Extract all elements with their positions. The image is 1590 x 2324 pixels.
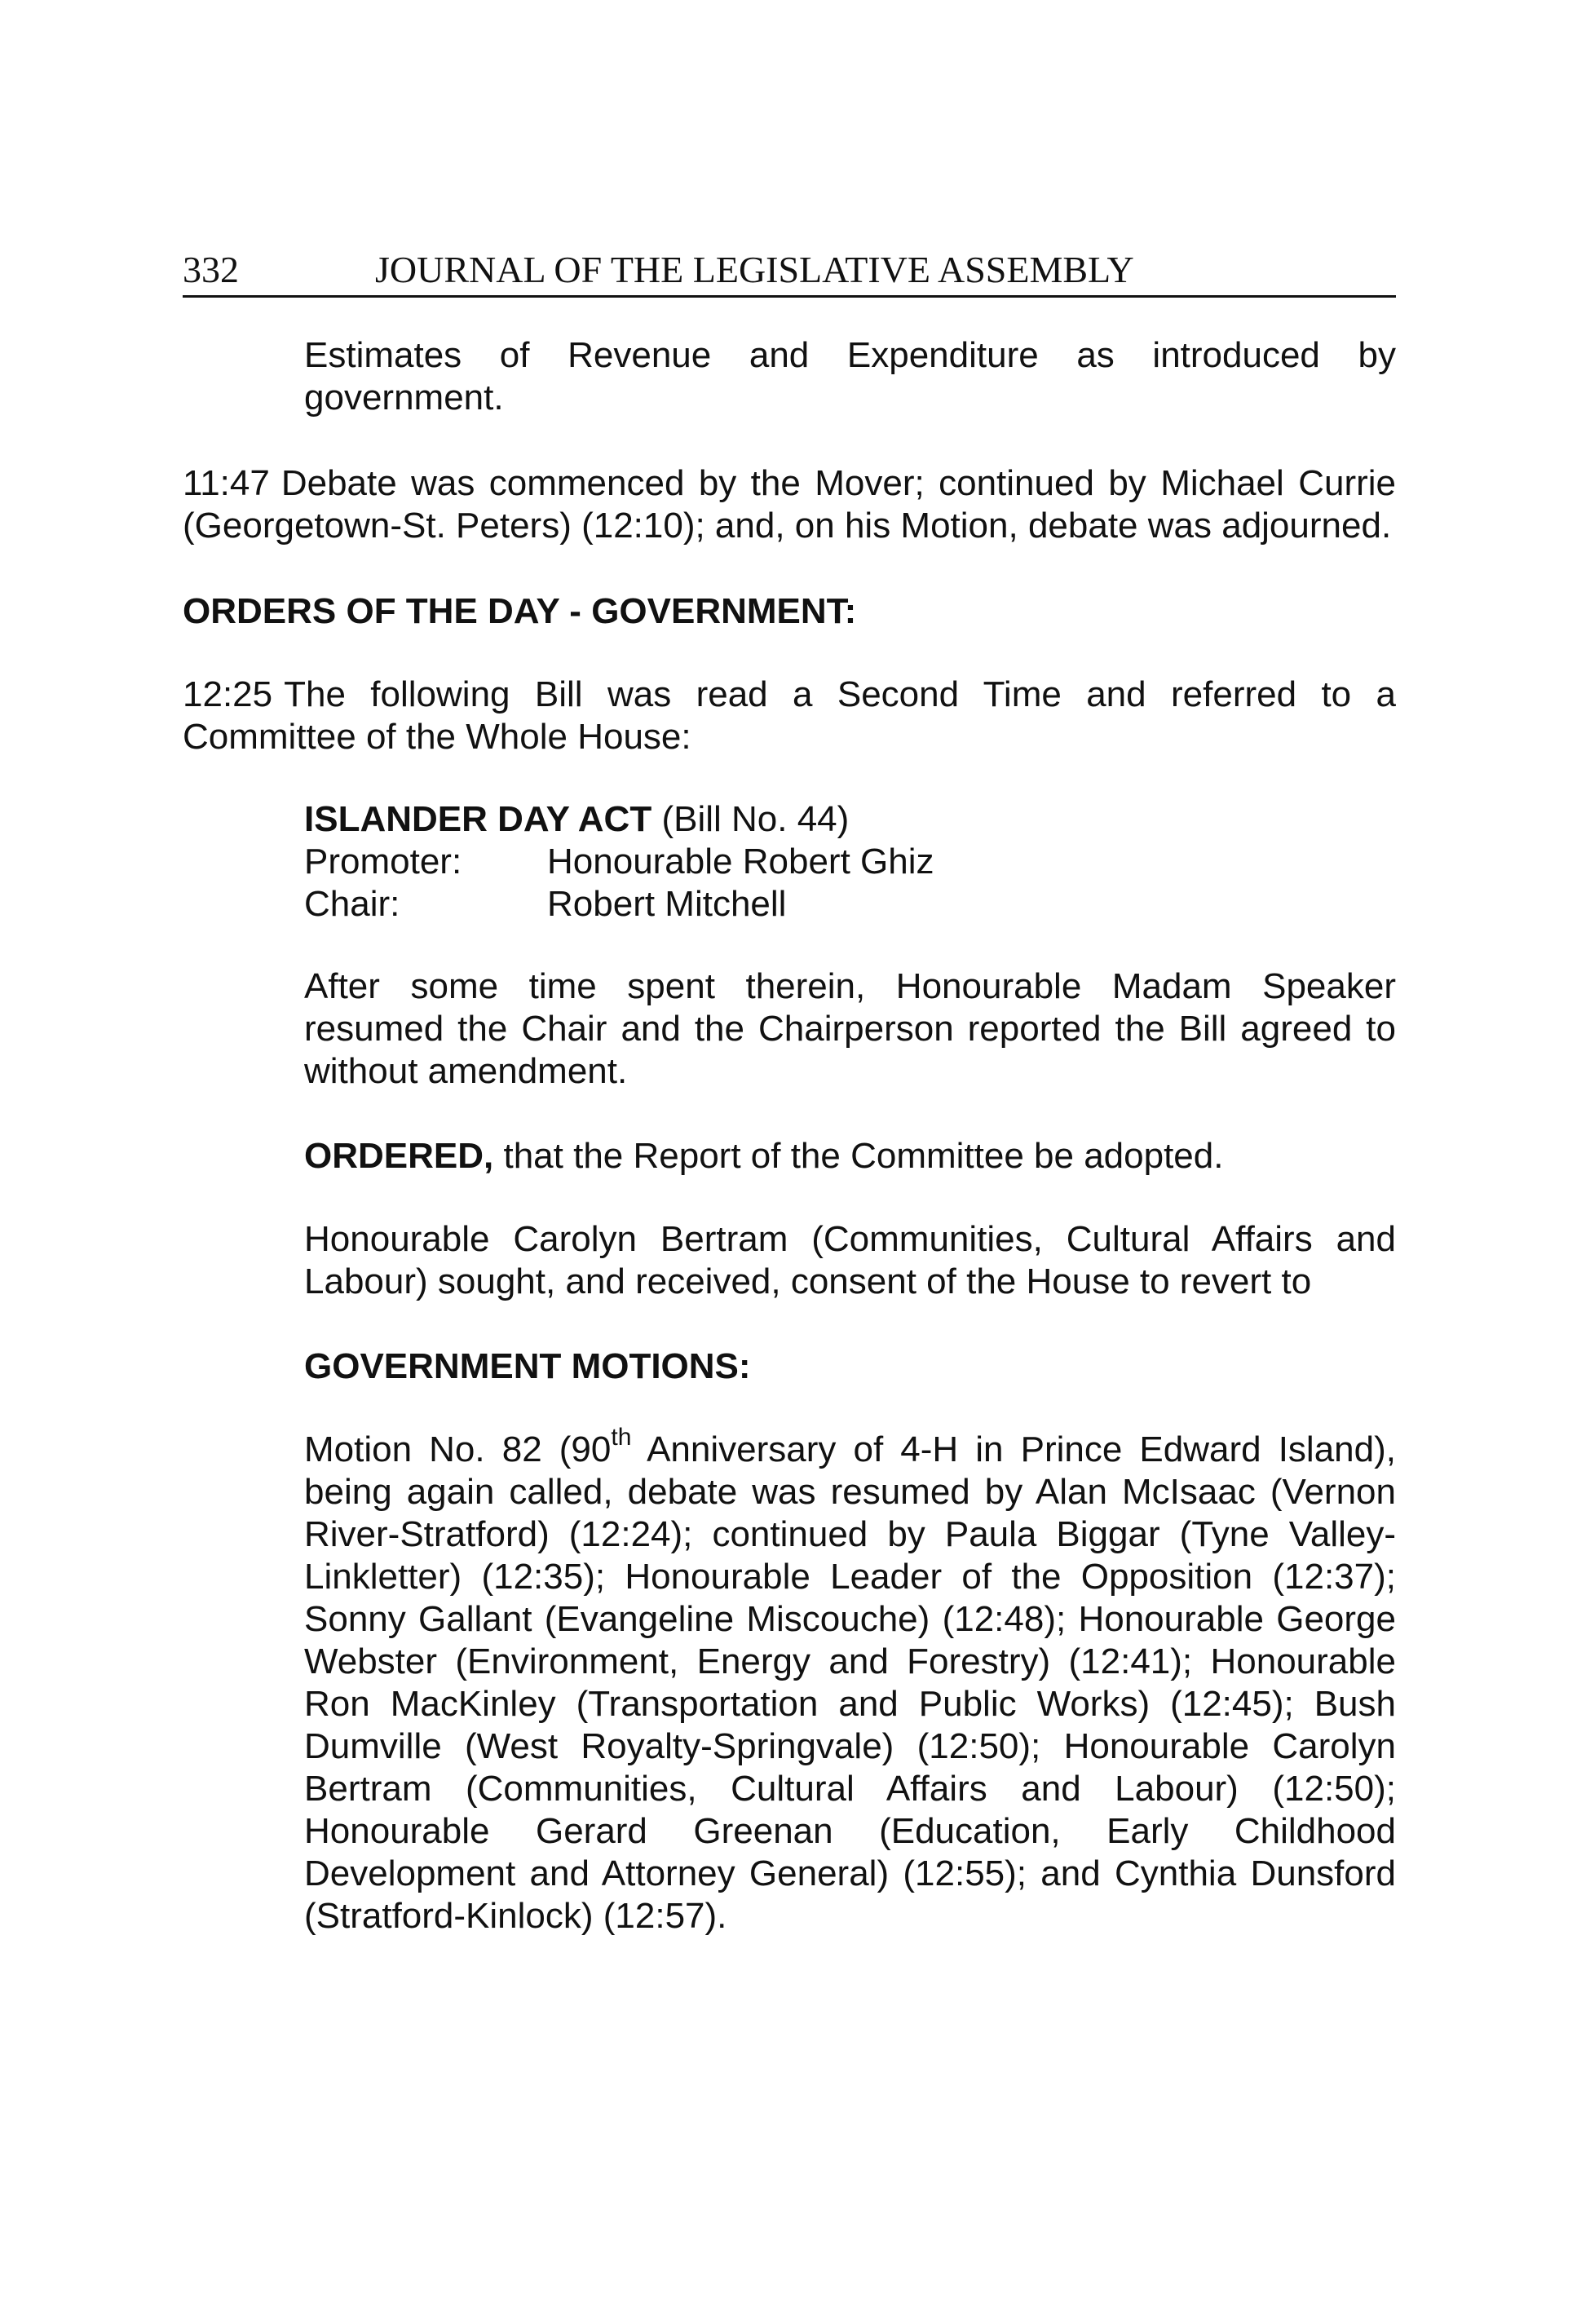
second-reading-time: 12:25 xyxy=(183,674,273,714)
debate-paragraph xyxy=(183,462,1396,547)
committee-report-paragraph: After some time spent therein, Honourable Madam Speaker resumed the Chair and the Chairperson reported the Bill agreed to without amendment. xyxy=(304,966,1396,1091)
chair-row xyxy=(304,883,1396,926)
second-reading-paragraph xyxy=(183,674,1396,758)
page-number: 332 xyxy=(183,249,239,290)
bill-title: ISLANDER DAY ACT xyxy=(304,799,652,839)
consent-paragraph: Honourable Carolyn Bertram (Communities, Cultural Affairs and Labour) sought, and received, consent of the House to revert to xyxy=(304,1219,1396,1301)
debate-time: 11:47 xyxy=(183,463,270,503)
page-header xyxy=(183,245,1396,298)
government-motions-heading: GOVERNMENT MOTIONS: xyxy=(304,1346,751,1386)
journal-title: JOURNAL OF THE LEGISLATIVE ASSEMBLY xyxy=(375,249,1134,290)
promoter-value: Honourable Robert Ghiz xyxy=(547,842,934,881)
ordered-text: that the Report of the Committee be adopted. xyxy=(503,1136,1224,1176)
second-reading-text: The following Bill was read a Second Time and referred to a Committee of the Whole House: xyxy=(183,674,1396,757)
debate-text: Debate was commenced by the Mover; continued by Michael Currie (Georgetown-St. Peters) (12:10); and, on his Motion, debate was adjourned. xyxy=(183,463,1396,546)
motion-text: Anniversary of 4-H in Prince Edward Island), being again called, debate was resumed by Alan McIsaac (Vernon River-Stratford) (12:24); continued by Paula Biggar (Tyne Valley-Linkletter) (12:35); Honourable Leader of the Opposition (12:37); Sonny Gallant (Evangeline Miscouche) (12:48); Honourable George Webster (Environment, Energy and Forestry) (12:41); Honourable Ron MacKinley (Transportation and Public Works) (12:45); Bush Dumville (West Royalty-Springvale) (12:50); Honourable Carolyn Bertram (Communities, Cultural Affairs and Labour) (12:50); Honourable Gerard Greenan (Education, Early Childhood Development and Attorney General) (12:55); and Cynthia Dunsford (Stratford-Kinlock) (12:57). xyxy=(304,1429,1397,1936)
motion-intro: Motion No. 82 (90 xyxy=(304,1429,612,1469)
bill-details xyxy=(304,798,1396,926)
promoter-row xyxy=(304,841,1396,883)
motion-superscript: th xyxy=(611,1424,632,1451)
bill-number: (Bill No. 44) xyxy=(661,799,850,839)
ordered-label: ORDERED, xyxy=(304,1136,494,1176)
motion-paragraph xyxy=(304,1424,1397,1937)
promoter-label: Promoter: xyxy=(304,842,462,881)
chair-value: Robert Mitchell xyxy=(547,884,787,924)
orders-of-the-day-heading: ORDERS OF THE DAY - GOVERNMENT: xyxy=(183,591,857,631)
ordered-paragraph xyxy=(304,1135,1396,1177)
estimates-paragraph: Estimates of Revenue and Expenditure as introduced by government. xyxy=(304,335,1396,418)
chair-label: Chair: xyxy=(304,884,400,924)
bill-title-line xyxy=(304,798,1396,841)
